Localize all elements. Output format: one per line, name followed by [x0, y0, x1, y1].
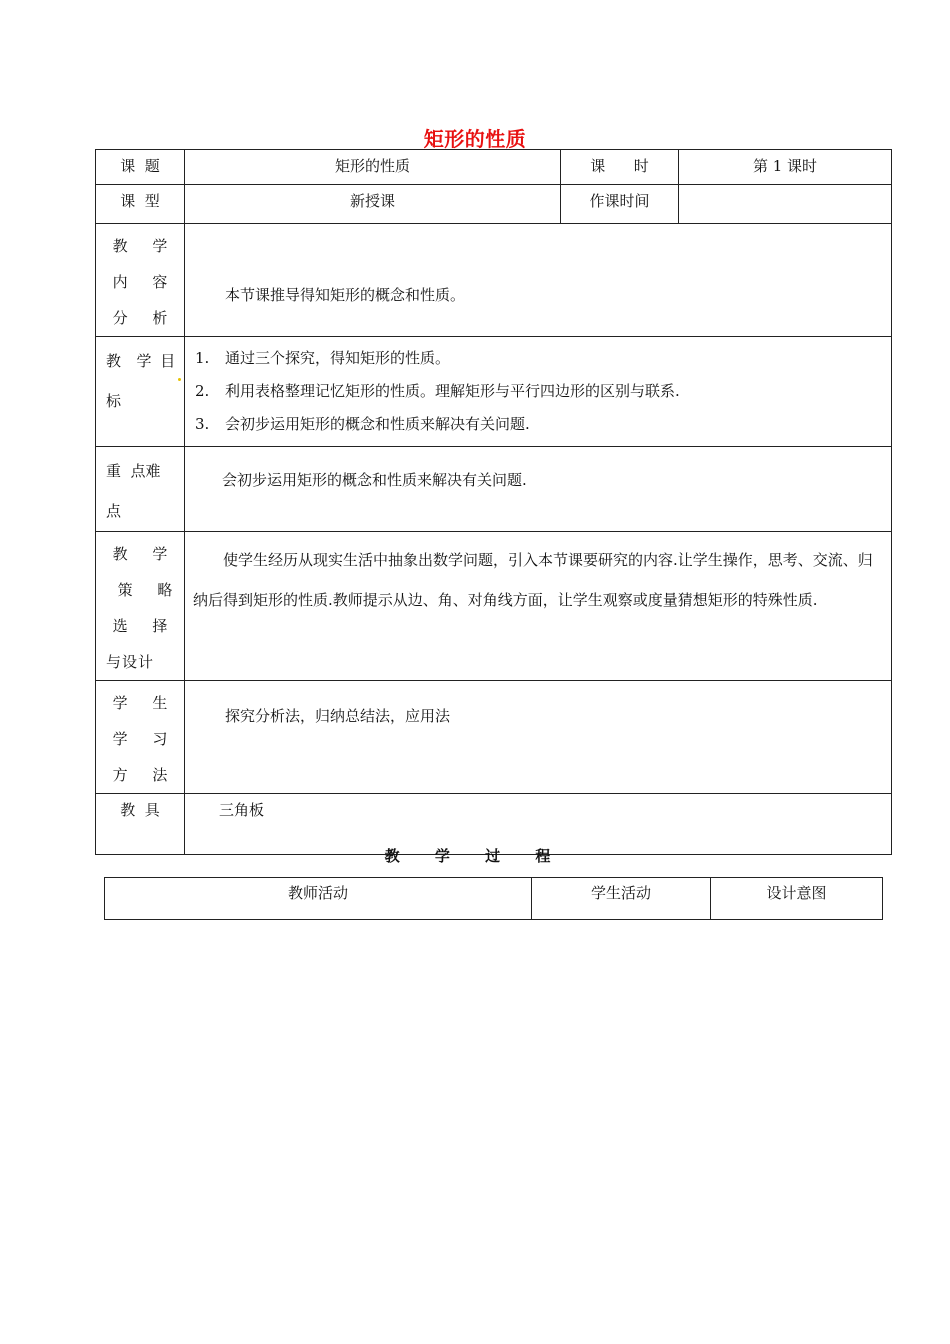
column-header-design: 设计意图	[711, 878, 883, 920]
time-label: 作课时间	[561, 185, 679, 224]
label-line: 分 析	[112, 309, 178, 327]
content-analysis-text: 本节课推导得知矩形的概念和性质。	[185, 224, 892, 337]
strategy-label	[96, 532, 185, 681]
label-line: 点	[106, 502, 122, 520]
label-line: 内 容	[112, 273, 178, 291]
teaching-goals-label	[96, 337, 185, 447]
document-title: 矩形的性质	[423, 127, 527, 151]
teaching-goals-list	[185, 337, 892, 447]
topic-value: 矩形的性质	[185, 150, 561, 185]
lesson-info-table	[95, 149, 892, 855]
label-line: 教 学	[112, 545, 178, 563]
topic-label: 课 题	[96, 150, 185, 185]
label-line: 学 生	[112, 694, 178, 712]
label-line: 方 法	[112, 766, 178, 784]
label-line: 选 择	[112, 617, 178, 635]
goal-item: 1. 通过三个探究，得知矩形的性质。	[195, 349, 451, 367]
time-value	[679, 185, 892, 224]
process-table	[104, 877, 883, 920]
label-line: 标	[106, 392, 124, 410]
column-header-student: 学生活动	[532, 878, 711, 920]
label-line: 与设计	[106, 653, 155, 671]
goal-item: 2. 利用表格整理记忆矩形的性质。理解矩形与平行四边形的区别与联系.	[195, 382, 680, 400]
content-analysis-label	[96, 224, 185, 337]
period-label: 课 时	[561, 150, 679, 185]
label-line: 重 点难	[106, 462, 161, 480]
learning-method-label	[96, 681, 185, 794]
strategy-text: 使学生经历从现实生活中抽象出数学问题，引入本节课要研究的内容.让学生操作，思考、交流、归纳后得到矩形的性质.教师提示从边、角、对角线方面，让学生观察或度量猜想矩形的特殊性质.	[185, 532, 892, 681]
goal-item: 3. 会初步运用矩形的概念和性质来解决有关问题.	[195, 415, 530, 433]
column-header-teacher: 教师活动	[105, 878, 532, 920]
label-line: 教 学 目	[106, 341, 184, 381]
mark-dot	[178, 378, 181, 381]
period-value: 第 1 课时	[679, 150, 892, 185]
key-points-text: 会初步运用矩形的概念和性质来解决有关问题.	[185, 447, 892, 532]
type-value: 新授课	[185, 185, 561, 224]
label-line: 策 略	[117, 581, 183, 599]
process-heading: 教 学 过 程	[384, 847, 566, 865]
label-line: 学 习	[112, 730, 178, 748]
learning-method-text: 探究分析法，归纳总结法，应用法	[185, 681, 892, 794]
type-label: 课 型	[96, 185, 185, 224]
label-line: 教 学	[112, 237, 178, 255]
tools-text: 三角板	[185, 794, 892, 855]
tools-label: 教 具	[96, 794, 185, 855]
key-points-label	[96, 447, 185, 532]
